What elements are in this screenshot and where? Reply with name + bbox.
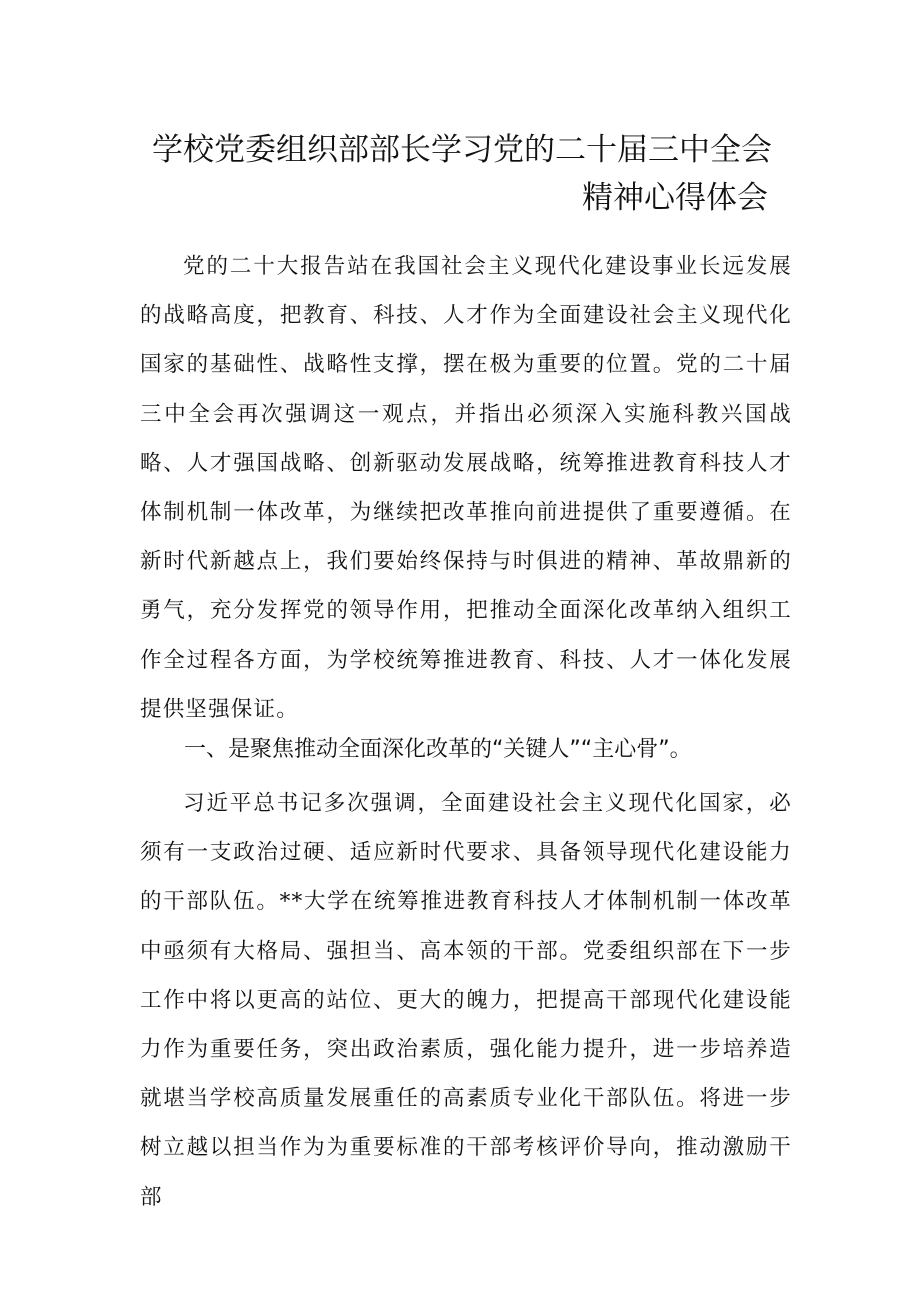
paragraph-section-1: 习近平总书记多次强调，全面建设社会主义现代化国家，必须有一支政治过硬、适应新时代要求、具备领导现代化建设能力的干部队伍。**大学在统筹推进教育科技人才体制机制一体改革中亟须有大格局、强担当、高本领的干部。党委组织部在下一步工作中将以更高的站位、更大的魄力，把提高干部现代化建设能力作为重要任务，突出政治素质，强化能力提升，进一步培养造就堪当学校高质量发展重任的高素质专业化干部队伍。将进一步树立越以担当作为为重要标准的干部考核评价导向，推动激励干部 xyxy=(140,791,792,1210)
title-line-1: 学校党委组织部部长学习党的二十届三中全会 xyxy=(152,132,772,168)
document-title xyxy=(140,126,780,222)
paragraph-intro: 党的二十大报告站在我国社会主义现代化建设事业长远发展的战略高度，把教育、科技、人才作为全面建设社会主义现代化国家的基础性、战略性支撑，摆在极为重要的位置。党的二十届三中全会再次强调这一观点，并指出必须深入实施科教兴国战略、人才强国战略、创新驱动发展战略，统筹推进教育科技人才体制机制一体改革，为继续把改革推向前进提供了重要遵循。在新时代新越点上，我们要始终保持与时俱进的精神、革故鼎新的勇气，充分发挥党的领导作用，把推动全面深化改革纳入组织工作全过程各方面，为学校统筹推进教育、科技、人才一体化发展提供坚强保证。 xyxy=(140,254,792,722)
section-heading-1: 一、是聚焦推动全面深化改革的“关键人”“主心骨”。 xyxy=(184,737,692,762)
title-line-2: 精神心得体会 xyxy=(582,180,768,216)
